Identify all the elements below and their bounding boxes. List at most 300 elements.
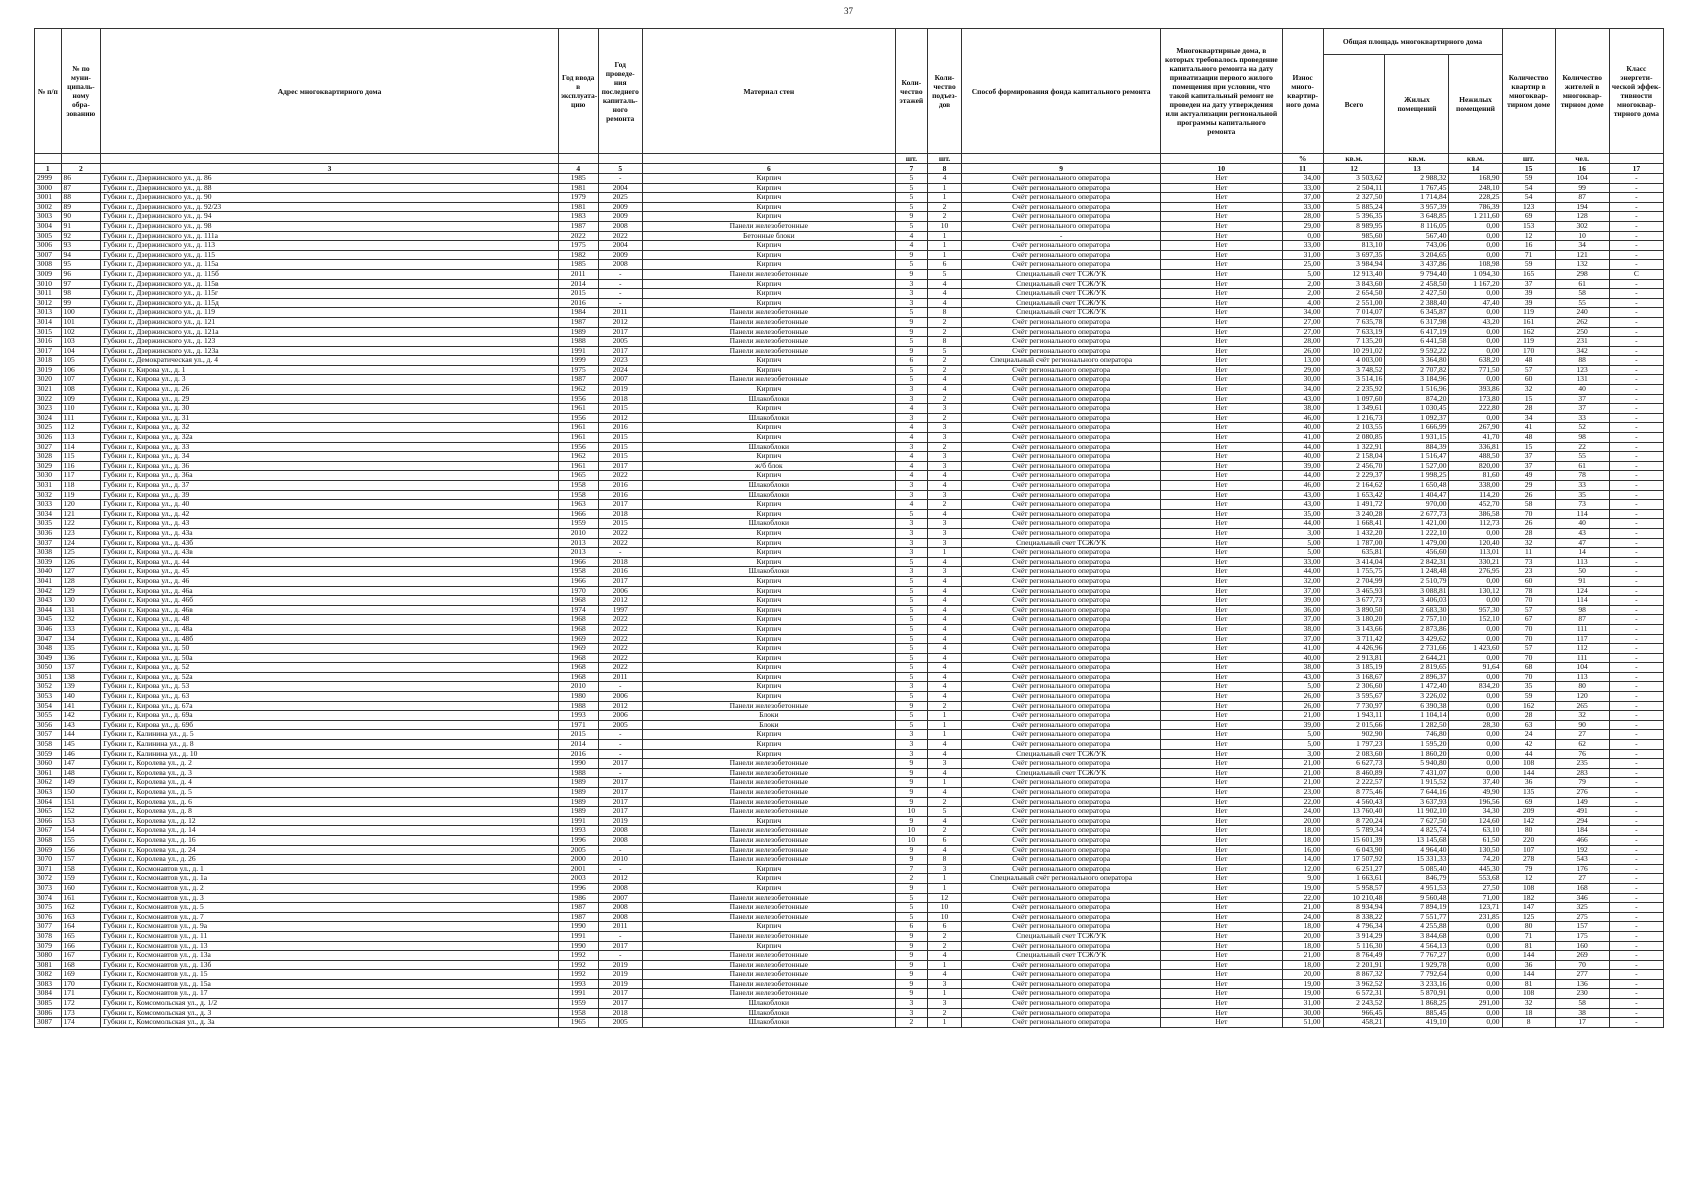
area-residential-cell: 7 551,77 <box>1385 912 1449 922</box>
flats-count-cell: 41 <box>1502 423 1555 433</box>
area-total-cell: 8 764,49 <box>1323 951 1385 961</box>
unit-cell <box>101 154 559 164</box>
wall-material-cell: Шлакоблоки <box>642 1008 895 1018</box>
year-built-cell: 1956 <box>558 394 598 404</box>
row-number-cell: 3078 <box>35 931 62 941</box>
repair-needed-cell: Нет <box>1161 596 1283 606</box>
flats-count-cell: 60 <box>1502 375 1555 385</box>
area-nonresidential-cell: 0,00 <box>1449 711 1502 721</box>
last-repair-year-cell: 2022 <box>598 471 642 481</box>
last-repair-year-cell: - <box>598 279 642 289</box>
residents-count-cell: 342 <box>1555 346 1609 356</box>
fund-method-cell: Счёт регионального оператора <box>962 365 1161 375</box>
residents-count-cell: 262 <box>1555 317 1609 327</box>
entrances-count-cell: 3 <box>927 528 961 538</box>
fund-method-cell: Счёт регионального оператора <box>962 816 1161 826</box>
entrances-count-cell: 1 <box>927 874 961 884</box>
repair-needed-cell: Нет <box>1161 452 1283 462</box>
floors-count-cell: 10 <box>895 826 927 836</box>
repair-needed-cell: Нет <box>1161 672 1283 682</box>
entrances-count-cell: 1 <box>927 883 961 893</box>
address-cell: Губкин г., Дзержинского ул., д. 90 <box>101 193 559 203</box>
wear-percent-cell: 33,00 <box>1282 183 1323 193</box>
wear-percent-cell: 40,00 <box>1282 423 1323 433</box>
row-number-cell: 3064 <box>35 797 62 807</box>
energy-class-cell: - <box>1609 682 1663 692</box>
wall-material-cell: ж/б блок <box>642 461 895 471</box>
area-nonresidential-cell: 393,86 <box>1449 385 1502 395</box>
wear-percent-cell: 33,00 <box>1282 241 1323 251</box>
address-cell: Губкин г., Кирова ул., д. 1 <box>101 365 559 375</box>
wall-material-cell: Бетонные блоки <box>642 231 895 241</box>
wear-percent-cell: 37,00 <box>1282 615 1323 625</box>
residents-count-cell: 269 <box>1555 951 1609 961</box>
address-cell: Губкин г., Дзержинского ул., д. 111а <box>101 231 559 241</box>
fund-method-cell: Счёт регионального оператора <box>962 212 1161 222</box>
year-built-cell: 1966 <box>558 557 598 567</box>
table-row <box>35 951 1664 961</box>
area-nonresidential-cell: 0,00 <box>1449 576 1502 586</box>
area-total-cell: 2 235,92 <box>1323 385 1385 395</box>
wall-material-cell: Кирпич <box>642 298 895 308</box>
area-nonresidential-cell: 0,00 <box>1449 941 1502 951</box>
energy-class-cell: - <box>1609 826 1663 836</box>
area-total-cell: 3 143,66 <box>1323 624 1385 634</box>
residents-count-cell: 175 <box>1555 931 1609 941</box>
address-cell: Губкин г., Космонавтов ул., д. 2 <box>101 883 559 893</box>
last-repair-year-cell: - <box>598 298 642 308</box>
floors-count-cell: 5 <box>895 634 927 644</box>
municipal-number-cell: 133 <box>61 624 101 634</box>
repair-needed-cell: Нет <box>1161 807 1283 817</box>
wall-material-cell: Шлакоблоки <box>642 394 895 404</box>
address-cell: Губкин г., Кирова ул., д. 39 <box>101 490 559 500</box>
repair-needed-cell: Нет <box>1161 816 1283 826</box>
year-built-cell: 1991 <box>558 346 598 356</box>
last-repair-year-cell: 2004 <box>598 241 642 251</box>
unit-entrances: шт. <box>927 154 961 164</box>
energy-class-cell: - <box>1609 759 1663 769</box>
area-total-cell: 2 456,70 <box>1323 461 1385 471</box>
address-cell: Губкин г., Дзержинского ул., д. 115б <box>101 269 559 279</box>
wear-percent-cell: 44,00 <box>1282 567 1323 577</box>
address-cell: Губкин г., Королева ул., д. 4 <box>101 778 559 788</box>
entrances-count-cell: 3 <box>927 433 961 443</box>
row-number-cell: 3054 <box>35 701 62 711</box>
last-repair-year-cell: 2017 <box>598 461 642 471</box>
area-nonresidential-cell: 248,10 <box>1449 183 1502 193</box>
repair-needed-cell: Нет <box>1161 308 1283 318</box>
repair-needed-cell: Нет <box>1161 864 1283 874</box>
wear-percent-cell: 5,00 <box>1282 682 1323 692</box>
area-nonresidential-cell: 820,00 <box>1449 461 1502 471</box>
area-residential-cell: 5 940,80 <box>1385 759 1449 769</box>
repair-needed-cell: Нет <box>1161 768 1283 778</box>
last-repair-year-cell: 2023 <box>598 356 642 366</box>
table-row <box>35 519 1664 529</box>
last-repair-year-cell: 2005 <box>598 1018 642 1028</box>
residents-count-cell: 240 <box>1555 308 1609 318</box>
residents-count-cell: 33 <box>1555 413 1609 423</box>
row-number-cell: 3057 <box>35 730 62 740</box>
fund-method-cell: Счёт регионального оператора <box>962 644 1161 654</box>
municipal-number-cell: 98 <box>61 289 101 299</box>
municipal-number-cell: 163 <box>61 912 101 922</box>
year-built-cell: 1956 <box>558 413 598 423</box>
repair-needed-cell: Нет <box>1161 260 1283 270</box>
energy-class-cell: - <box>1609 356 1663 366</box>
municipal-number-cell: 131 <box>61 605 101 615</box>
residents-count-cell: 294 <box>1555 816 1609 826</box>
entrances-count-cell: 1 <box>927 989 961 999</box>
area-total-cell: 5 958,57 <box>1323 883 1385 893</box>
year-built-cell: 1975 <box>558 241 598 251</box>
address-cell: Губкин г., Кирова ул., д. 67а <box>101 701 559 711</box>
entrances-count-cell: 4 <box>927 615 961 625</box>
flats-count-cell: 135 <box>1502 788 1555 798</box>
entrances-count-cell: 3 <box>927 979 961 989</box>
municipal-number-cell: 156 <box>61 845 101 855</box>
flats-count-cell: 23 <box>1502 567 1555 577</box>
last-repair-year-cell: 2008 <box>598 835 642 845</box>
fund-method-cell: Счёт регионального оператора <box>962 586 1161 596</box>
area-nonresidential-cell: 123,71 <box>1449 903 1502 913</box>
address-cell: Губкин г., Королева ул., д. 26 <box>101 855 559 865</box>
energy-class-cell: - <box>1609 586 1663 596</box>
area-residential-cell: 2 988,32 <box>1385 174 1449 184</box>
row-number-cell: 3040 <box>35 567 62 577</box>
table-row <box>35 989 1664 999</box>
area-residential-cell: 743,06 <box>1385 241 1449 251</box>
wear-percent-cell: 3,00 <box>1282 528 1323 538</box>
address-cell: Губкин г., Королева ул., д. 16 <box>101 835 559 845</box>
last-repair-year-cell: 2012 <box>598 317 642 327</box>
row-number-cell: 3003 <box>35 212 62 222</box>
page-number: 37 <box>844 6 853 16</box>
floors-count-cell: 9 <box>895 212 927 222</box>
municipal-number-cell: 116 <box>61 461 101 471</box>
address-cell: Губкин г., Кирова ул., д. 43 <box>101 519 559 529</box>
fund-method-cell: Счёт регионального оператора <box>962 442 1161 452</box>
last-repair-year-cell: 2011 <box>598 308 642 318</box>
area-nonresidential-cell: 0,00 <box>1449 231 1502 241</box>
flats-count-cell: 44 <box>1502 749 1555 759</box>
row-number-cell: 3031 <box>35 481 62 491</box>
wall-material-cell: Кирпич <box>642 260 895 270</box>
energy-class-cell: - <box>1609 394 1663 404</box>
floors-count-cell: 3 <box>895 481 927 491</box>
row-number-cell: 3074 <box>35 893 62 903</box>
fund-method-cell: Специальный счёт регионального оператора <box>962 874 1161 884</box>
row-number-cell: 3050 <box>35 663 62 673</box>
municipal-number-cell: 118 <box>61 481 101 491</box>
address-cell: Губкин г., Кирова ул., д. 46б <box>101 596 559 606</box>
floors-count-cell: 9 <box>895 960 927 970</box>
address-cell: Губкин г., Кирова ул., д. 36 <box>101 461 559 471</box>
municipal-number-cell: 138 <box>61 672 101 682</box>
area-total-cell: 3 677,73 <box>1323 596 1385 606</box>
municipal-number-cell: 153 <box>61 816 101 826</box>
residents-count-cell: 17 <box>1555 1018 1609 1028</box>
area-residential-cell: 8 116,05 <box>1385 221 1449 231</box>
entrances-count-cell: 3 <box>927 519 961 529</box>
floors-count-cell: 5 <box>895 365 927 375</box>
area-nonresidential-cell: 0,00 <box>1449 250 1502 260</box>
year-built-cell: 1965 <box>558 1018 598 1028</box>
housing-register-table <box>34 28 1664 1028</box>
wear-percent-cell: 29,00 <box>1282 365 1323 375</box>
flats-count-cell: 28 <box>1502 404 1555 414</box>
repair-needed-cell: Нет <box>1161 279 1283 289</box>
area-residential-cell: 9 794,40 <box>1385 269 1449 279</box>
area-residential-cell: 4 825,74 <box>1385 826 1449 836</box>
area-nonresidential-cell: 152,10 <box>1449 615 1502 625</box>
municipal-number-cell: 89 <box>61 202 101 212</box>
table-row <box>35 557 1664 567</box>
row-number-cell: 3079 <box>35 941 62 951</box>
area-total-cell: 2 306,60 <box>1323 682 1385 692</box>
table-row <box>35 231 1664 241</box>
year-built-cell: 1968 <box>558 624 598 634</box>
municipal-number-cell: 107 <box>61 375 101 385</box>
residents-count-cell: 98 <box>1555 433 1609 443</box>
wear-percent-cell: 40,00 <box>1282 452 1323 462</box>
area-residential-cell: 6 441,58 <box>1385 337 1449 347</box>
address-cell: Губкин г., Кирова ул., д. 32а <box>101 433 559 443</box>
floors-count-cell: 5 <box>895 221 927 231</box>
municipal-number-cell: 162 <box>61 903 101 913</box>
year-built-cell: 1991 <box>558 931 598 941</box>
fund-method-cell: Специальный счет ТСЖ/УК <box>962 308 1161 318</box>
area-total-cell: 1 322,91 <box>1323 442 1385 452</box>
last-repair-year-cell: 2008 <box>598 883 642 893</box>
area-residential-cell: 6 317,98 <box>1385 317 1449 327</box>
area-total-cell: 1 097,60 <box>1323 394 1385 404</box>
area-residential-cell: 419,10 <box>1385 1018 1449 1028</box>
flats-count-cell: 24 <box>1502 730 1555 740</box>
year-built-cell: 1985 <box>558 260 598 270</box>
repair-needed-cell: Нет <box>1161 471 1283 481</box>
table-row <box>35 941 1664 951</box>
row-number-cell: 3077 <box>35 922 62 932</box>
table-row <box>35 337 1664 347</box>
area-residential-cell: 746,80 <box>1385 730 1449 740</box>
area-residential-cell: 1 404,47 <box>1385 490 1449 500</box>
address-cell: Губкин г., Кирова ул., д. 34 <box>101 452 559 462</box>
table-row <box>35 221 1664 231</box>
year-built-cell: 2005 <box>558 845 598 855</box>
last-repair-year-cell: 2009 <box>598 202 642 212</box>
flats-count-cell: 108 <box>1502 883 1555 893</box>
wall-material-cell: Кирпич <box>642 452 895 462</box>
floors-count-cell: 4 <box>895 500 927 510</box>
address-cell: Губкин г., Демократическая ул., д. 4 <box>101 356 559 366</box>
wear-percent-cell: 3,00 <box>1282 749 1323 759</box>
column-number: 1 <box>35 164 62 174</box>
wear-percent-cell: 51,00 <box>1282 1018 1323 1028</box>
repair-needed-cell: Нет <box>1161 298 1283 308</box>
last-repair-year-cell: - <box>598 289 642 299</box>
residents-count-cell: 104 <box>1555 174 1609 184</box>
area-residential-cell: 3 088,81 <box>1385 586 1449 596</box>
flats-count-cell: 57 <box>1502 605 1555 615</box>
entrances-count-cell: 1 <box>927 960 961 970</box>
year-built-cell: 1968 <box>558 615 598 625</box>
area-residential-cell: 1 222,10 <box>1385 528 1449 538</box>
residents-count-cell: 79 <box>1555 778 1609 788</box>
last-repair-year-cell: - <box>598 682 642 692</box>
floors-count-cell: 3 <box>895 1008 927 1018</box>
energy-class-cell: - <box>1609 663 1663 673</box>
area-total-cell: 8 720,24 <box>1323 816 1385 826</box>
fund-method-cell: Счёт регионального оператора <box>962 634 1161 644</box>
entrances-count-cell: 4 <box>927 375 961 385</box>
municipal-number-cell: 157 <box>61 855 101 865</box>
floors-count-cell: 5 <box>895 720 927 730</box>
wear-percent-cell: 38,00 <box>1282 404 1323 414</box>
repair-needed-cell: Нет <box>1161 202 1283 212</box>
last-repair-year-cell: 2012 <box>598 701 642 711</box>
year-built-cell: 1956 <box>558 442 598 452</box>
area-total-cell: 3 240,28 <box>1323 509 1385 519</box>
repair-needed-cell: Нет <box>1161 250 1283 260</box>
floors-count-cell: 9 <box>895 346 927 356</box>
table-row <box>35 864 1664 874</box>
repair-needed-cell: Нет <box>1161 212 1283 222</box>
flats-count-cell: 39 <box>1502 289 1555 299</box>
fund-method-cell: Счёт регионального оператора <box>962 174 1161 184</box>
wall-material-cell: Панели железобетонные <box>642 912 895 922</box>
last-repair-year-cell: 2005 <box>598 720 642 730</box>
floors-count-cell: 5 <box>895 912 927 922</box>
address-cell: Губкин г., Дзержинского ул., д. 98 <box>101 221 559 231</box>
wear-percent-cell: 27,00 <box>1282 317 1323 327</box>
municipal-number-cell: 96 <box>61 269 101 279</box>
row-number-cell: 3053 <box>35 692 62 702</box>
area-nonresidential-cell: 0,00 <box>1449 931 1502 941</box>
unit-cell <box>35 154 62 164</box>
table-row <box>35 835 1664 845</box>
wall-material-cell: Панели железобетонные <box>642 845 895 855</box>
flats-count-cell: 26 <box>1502 519 1555 529</box>
municipal-number-cell: 128 <box>61 576 101 586</box>
flats-count-cell: 70 <box>1502 624 1555 634</box>
address-cell: Губкин г., Королева ул., д. 5 <box>101 788 559 798</box>
entrances-count-cell: 3 <box>927 490 961 500</box>
column-number: 4 <box>558 164 598 174</box>
year-built-cell: 1982 <box>558 250 598 260</box>
municipal-number-cell: 159 <box>61 874 101 884</box>
fund-method-cell: Счёт регионального оператора <box>962 413 1161 423</box>
flats-count-cell: 57 <box>1502 365 1555 375</box>
year-built-cell: 1981 <box>558 183 598 193</box>
area-nonresidential-cell: 0,00 <box>1449 1018 1502 1028</box>
wall-material-cell: Кирпич <box>642 634 895 644</box>
flats-count-cell: 60 <box>1502 576 1555 586</box>
entrances-count-cell: 4 <box>927 298 961 308</box>
year-built-cell: 1992 <box>558 970 598 980</box>
area-residential-cell: 885,45 <box>1385 1008 1449 1018</box>
row-number-cell: 3016 <box>35 337 62 347</box>
wall-material-cell: Панели железобетонные <box>642 893 895 903</box>
floors-count-cell: 3 <box>895 442 927 452</box>
flats-count-cell: 73 <box>1502 557 1555 567</box>
fund-method-cell: Счёт регионального оператора <box>962 989 1161 999</box>
repair-needed-cell: Нет <box>1161 289 1283 299</box>
table-row <box>35 548 1664 558</box>
wall-material-cell: Панели железобетонные <box>642 835 895 845</box>
table-row <box>35 1018 1664 1028</box>
unit-area-total: кв.м. <box>1323 154 1385 164</box>
last-repair-year-cell: 2017 <box>598 788 642 798</box>
floors-count-cell: 3 <box>895 279 927 289</box>
wear-percent-cell: 2,00 <box>1282 289 1323 299</box>
flats-count-cell: 147 <box>1502 903 1555 913</box>
last-repair-year-cell: - <box>598 768 642 778</box>
table-row <box>35 413 1664 423</box>
area-residential-cell: 4 255,88 <box>1385 922 1449 932</box>
area-residential-cell: 7 894,19 <box>1385 903 1449 913</box>
flats-count-cell: 28 <box>1502 711 1555 721</box>
fund-method-cell: Счёт регионального оператора <box>962 557 1161 567</box>
address-cell: Губкин г., Кирова ул., д. 32 <box>101 423 559 433</box>
wall-material-cell: Панели железобетонные <box>642 221 895 231</box>
energy-class-cell: - <box>1609 605 1663 615</box>
last-repair-year-cell: 2022 <box>598 663 642 673</box>
area-total-cell: 2 243,52 <box>1323 999 1385 1009</box>
last-repair-year-cell: 2017 <box>598 346 642 356</box>
area-nonresidential-cell: 0,00 <box>1449 308 1502 318</box>
energy-class-cell: - <box>1609 749 1663 759</box>
row-number-cell: 3075 <box>35 903 62 913</box>
flats-count-cell: 36 <box>1502 960 1555 970</box>
year-built-cell: 1988 <box>558 701 598 711</box>
area-nonresidential-cell: 0,00 <box>1449 672 1502 682</box>
row-number-cell: 3055 <box>35 711 62 721</box>
year-built-cell: 1966 <box>558 509 598 519</box>
row-number-cell: 3051 <box>35 672 62 682</box>
residents-count-cell: 98 <box>1555 605 1609 615</box>
fund-method-cell: Счёт регионального оператора <box>962 346 1161 356</box>
flats-count-cell: 144 <box>1502 970 1555 980</box>
fund-method-cell: Счёт регионального оператора <box>962 941 1161 951</box>
wall-material-cell: Панели железобетонные <box>642 768 895 778</box>
year-built-cell: 1962 <box>558 452 598 462</box>
area-residential-cell: 3 429,62 <box>1385 634 1449 644</box>
repair-needed-cell: Нет <box>1161 481 1283 491</box>
table-row <box>35 653 1664 663</box>
year-built-cell: 1993 <box>558 979 598 989</box>
residents-count-cell: 47 <box>1555 538 1609 548</box>
area-nonresidential-cell: 291,00 <box>1449 999 1502 1009</box>
flats-count-cell: 37 <box>1502 279 1555 289</box>
energy-class-cell: - <box>1609 672 1663 682</box>
floors-count-cell: 5 <box>895 308 927 318</box>
table-row <box>35 442 1664 452</box>
header-last-repair: Год проведе-ния последнего капиталь-ного ремонта <box>598 29 642 154</box>
floors-count-cell: 5 <box>895 193 927 203</box>
area-residential-cell: 7 792,64 <box>1385 970 1449 980</box>
address-cell: Губкин г., Дзержинского ул., д. 115а <box>101 260 559 270</box>
fund-method-cell: Счёт регионального оператора <box>962 864 1161 874</box>
address-cell: Губкин г., Дзержинского ул., д. 115 <box>101 250 559 260</box>
wall-material-cell: Шлакоблоки <box>642 519 895 529</box>
entrances-count-cell: 1 <box>927 241 961 251</box>
energy-class-cell: - <box>1609 337 1663 347</box>
wall-material-cell: Кирпич <box>642 922 895 932</box>
column-number: 9 <box>962 164 1161 174</box>
residents-count-cell: 123 <box>1555 365 1609 375</box>
